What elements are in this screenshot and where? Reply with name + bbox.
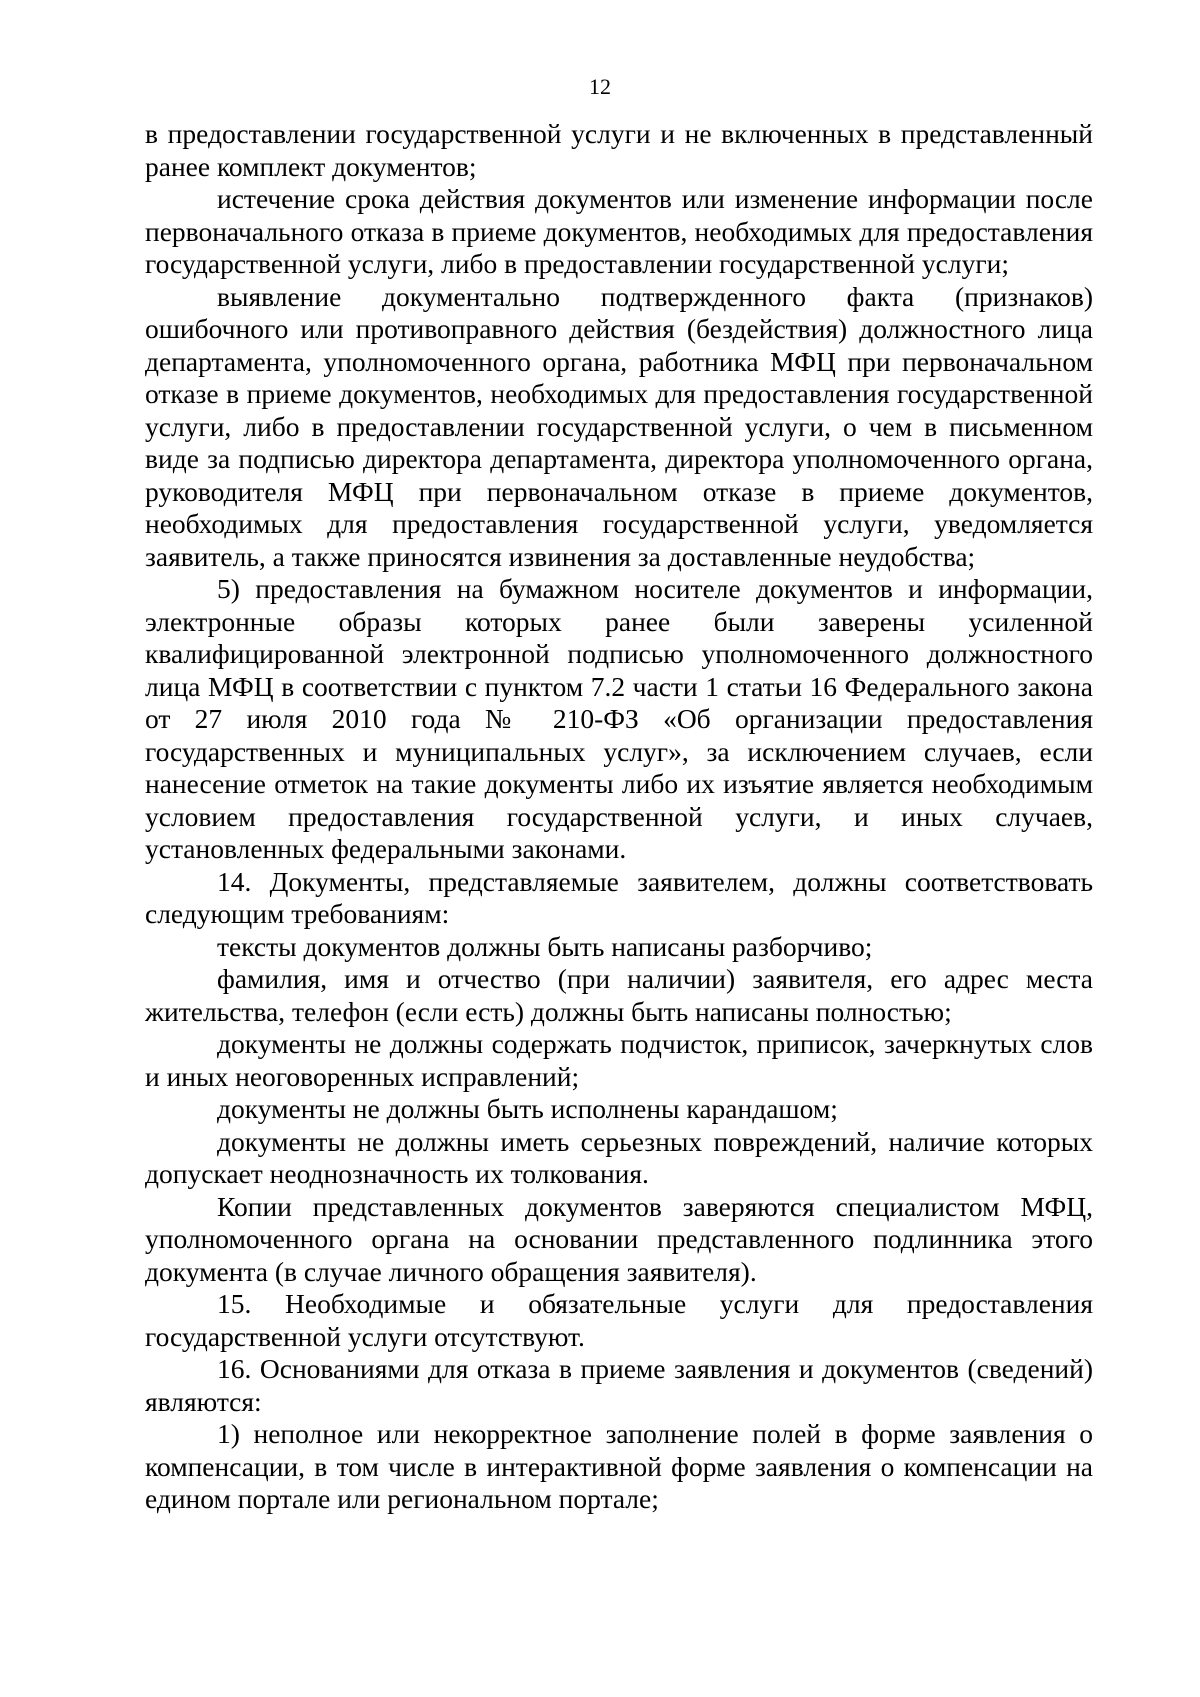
paragraph: фамилия, имя и отчество (при наличии) заявителя, его адрес места жительства, телефон (если есть) должны быть написаны полностью; — [145, 963, 1093, 1027]
paragraph: истечение срока действия документов или изменение информации после первоначального отказа в приеме документов, необходимых для предоставления государственной услуги, либо в предоставлении государственной услуги; — [145, 183, 1093, 279]
paragraph: выявление документально подтвержденного факта (признаков) ошибочного или противоправного действия (бездействия) должностного лица департамента, уполномоченного органа, работника МФЦ при первоначальном отказе в приеме документов, необходимых для предоставления государственной услуги, либо в предоставлении государственной услуги, о чем в письменном виде за подписью директора департамента, директора уполномоченного органа, руководителя МФЦ при первоначальном отказе в приеме документов, необходимых для предоставления государственной услуги, уведомляется заявитель, а также приносятся извинения за доставленные неудобства; — [145, 280, 1093, 572]
paragraph: Копии представленных документов заверяются специалистом МФЦ, уполномоченного органа на основании представленного подлинника этого документа (в случае личного обращения заявителя). — [145, 1190, 1093, 1287]
paragraph: документы не должны содержать подчисток, приписок, зачеркнутых слов и иных неоговоренных исправлений; — [145, 1028, 1093, 1092]
document-body — [145, 118, 1093, 1516]
paragraph: 14. Документы, представляемые заявителем, должны соответствовать следующим требованиям: — [145, 865, 1093, 929]
page-number: 12 — [589, 74, 611, 99]
paragraph: тексты документов должны быть написаны разборчиво; — [217, 930, 873, 962]
paragraph: документы не должны быть исполнены карандашом; — [217, 1093, 838, 1124]
paragraph: в предоставлении государственной услуги и не включенных в представленный ранее комплект документов; — [145, 118, 1093, 182]
paragraph: 16. Основаниями для отказа в приеме заявления и документов (сведений) являются: — [145, 1353, 1093, 1417]
paragraph: 15. Необходимые и обязательные услуги для предоставления государственной услуги отсутствуют. — [145, 1288, 1093, 1352]
paragraph: 1) неполное или некорректное заполнение полей в форме заявления о компенсации, в том числе в интерактивной форме заявления о компенсации на едином портале или региональном портале; — [145, 1418, 1093, 1514]
paragraph: документы не должны иметь серьезных повреждений, наличие которых допускает неоднозначность их толкования. — [145, 1125, 1093, 1189]
paragraph: 5) предоставления на бумажном носителе документов и информации, электронные образы которых ранее были заверены усиленной квалифицированной электронной подписью уполномоченного должностного лица МФЦ в соответствии с пунктом 7.2 части 1 статьи 16 Федерального закона от 27 июля 2010 года № 210-ФЗ «Об организации предоставления государственных и муниципальных услуг», за исключением случаев, если нанесение отметок на такие документы либо их изъятие является необходимым условием предоставления государственной услуги, и иных случаев, установленных федеральными законами. — [145, 573, 1093, 864]
